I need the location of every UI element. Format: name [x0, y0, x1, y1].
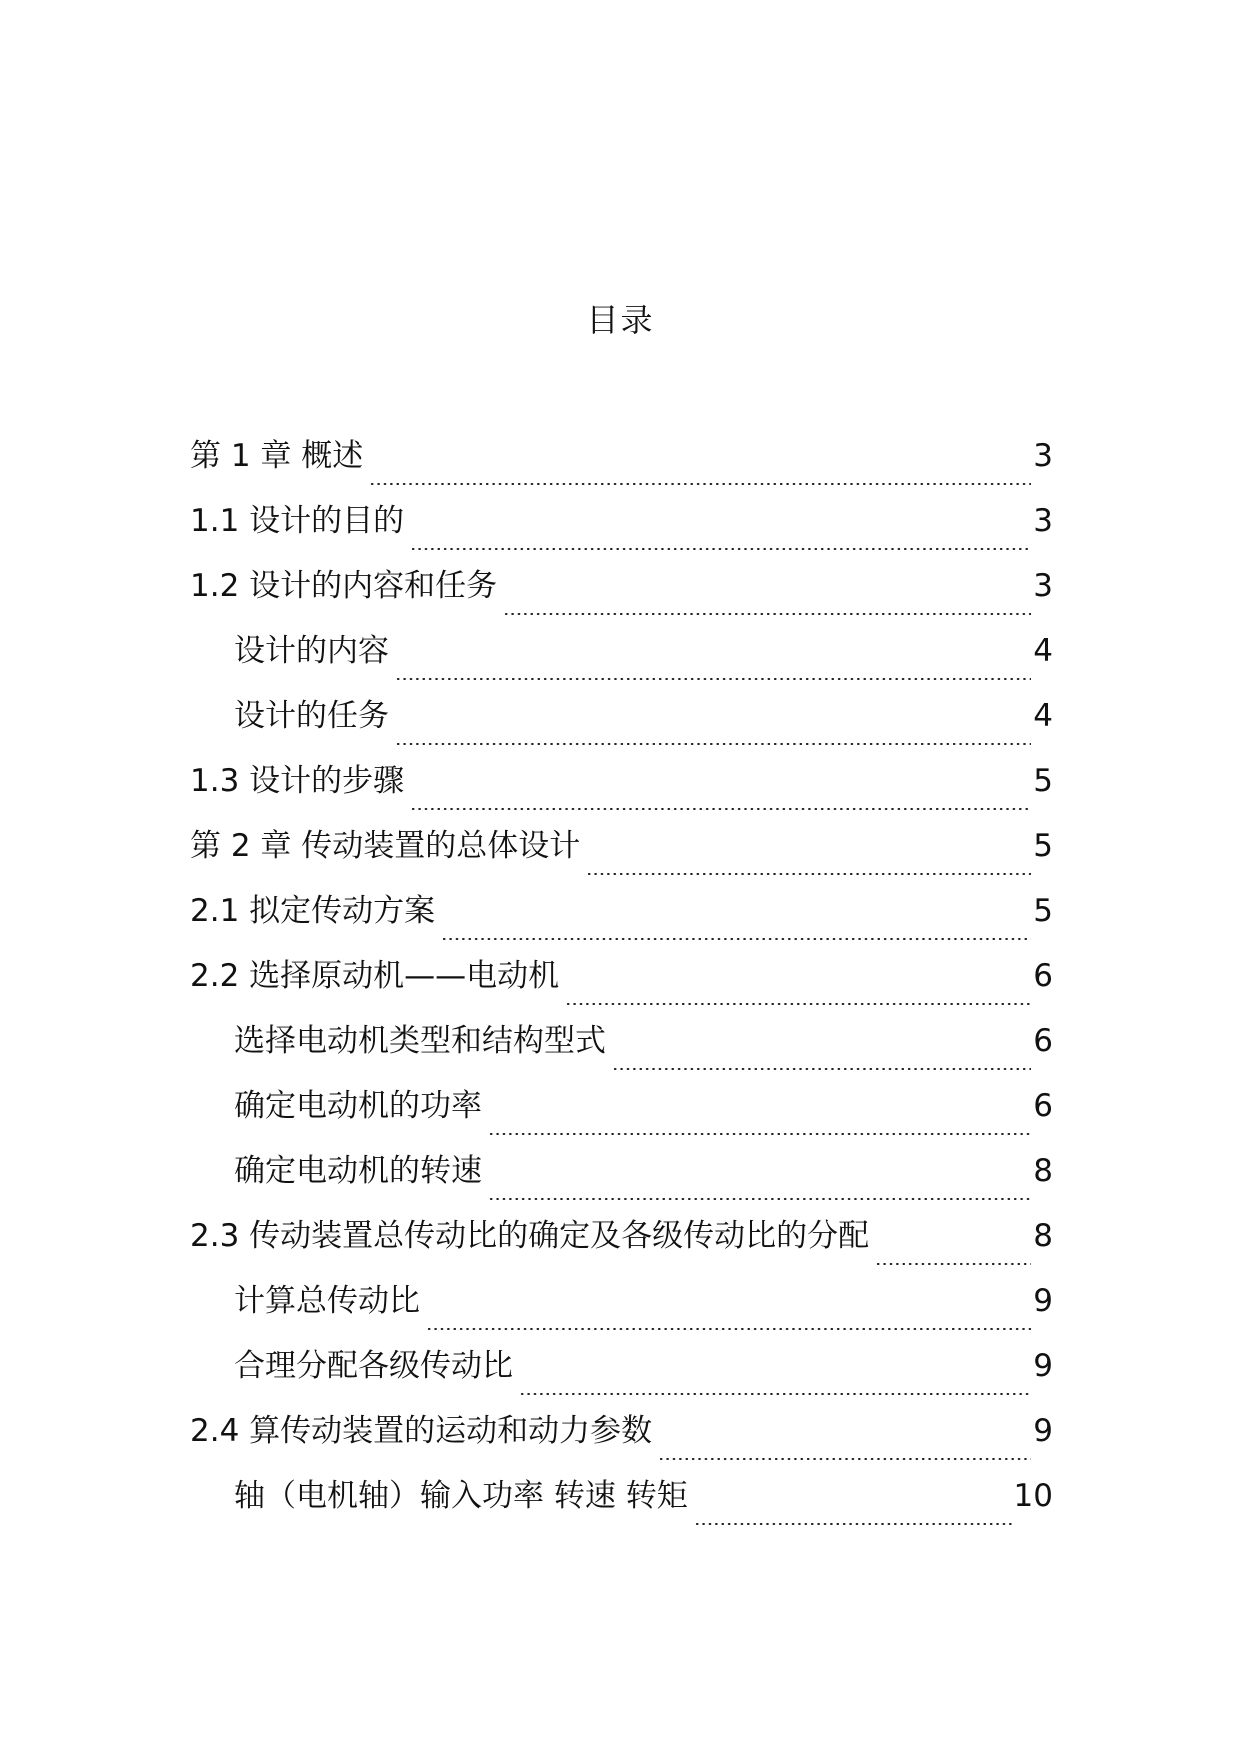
toc-entry-page-number: 8	[1033, 1153, 1053, 1189]
toc-entry-page-number: 9	[1033, 1283, 1053, 1319]
toc-entry[interactable]	[190, 1017, 1053, 1082]
dot-leader	[441, 938, 1031, 940]
toc-entry-label: 2.4 算传动装置的运动和动力参数	[190, 1413, 653, 1449]
toc-entry-label: 计算总传动比	[234, 1283, 420, 1319]
toc-entry-page-number: 10	[1013, 1478, 1053, 1514]
toc-entry-label: 1.3 设计的步骤	[190, 763, 405, 799]
toc-entry-page-number: 3	[1033, 438, 1053, 474]
dot-leader	[410, 548, 1031, 550]
toc-entry[interactable]	[190, 757, 1053, 822]
toc-entry[interactable]	[190, 822, 1053, 887]
toc-entry-label: 设计的内容	[234, 633, 389, 669]
toc-entry-page-number: 6	[1033, 1088, 1053, 1124]
toc-entry-label: 第 1 章 概述	[190, 438, 364, 474]
toc-entry-label: 轴（电机轴）输入功率 转速 转矩	[234, 1478, 688, 1514]
toc-entry-page-number: 3	[1033, 568, 1053, 604]
table-of-contents	[190, 432, 1053, 1537]
toc-entry[interactable]	[190, 1472, 1053, 1537]
toc-entry[interactable]	[190, 1407, 1053, 1472]
toc-entry-label: 选择电动机类型和结构型式	[234, 1023, 606, 1059]
toc-entry[interactable]	[190, 692, 1053, 757]
toc-entry[interactable]	[190, 432, 1053, 497]
dot-leader	[519, 1393, 1031, 1395]
dot-leader	[586, 873, 1031, 875]
dot-leader	[369, 483, 1031, 485]
toc-entry-page-number: 9	[1033, 1348, 1053, 1384]
toc-entry[interactable]	[190, 1277, 1053, 1342]
toc-entry-label: 2.2 选择原动机——电动机	[190, 958, 560, 994]
toc-entry-page-number: 6	[1033, 958, 1053, 994]
dot-leader	[694, 1523, 1012, 1525]
dot-leader	[488, 1133, 1031, 1135]
dot-leader	[875, 1263, 1031, 1265]
dot-leader	[395, 678, 1031, 680]
toc-entry-label: 确定电动机的转速	[234, 1153, 482, 1189]
toc-entry-label: 1.2 设计的内容和任务	[190, 568, 498, 604]
toc-entry[interactable]	[190, 1082, 1053, 1147]
dot-leader	[658, 1458, 1031, 1460]
toc-entry[interactable]	[190, 1212, 1053, 1277]
toc-entry-page-number: 3	[1033, 503, 1053, 539]
toc-entry[interactable]	[190, 497, 1053, 562]
dot-leader	[395, 743, 1031, 745]
toc-entry[interactable]	[190, 1147, 1053, 1212]
toc-entry[interactable]	[190, 952, 1053, 1017]
toc-entry-page-number: 5	[1033, 763, 1053, 799]
toc-entry[interactable]	[190, 1342, 1053, 1407]
toc-entry-label: 设计的任务	[234, 698, 389, 734]
dot-leader	[503, 613, 1031, 615]
toc-title: 目录	[586, 301, 655, 339]
toc-entry-label: 第 2 章 传动装置的总体设计	[190, 828, 581, 864]
toc-entry-page-number: 4	[1033, 633, 1053, 669]
toc-entry[interactable]	[190, 887, 1053, 952]
dot-leader	[426, 1328, 1031, 1330]
toc-entry-label: 确定电动机的功率	[234, 1088, 482, 1124]
toc-entry-page-number: 6	[1033, 1023, 1053, 1059]
dot-leader	[612, 1068, 1031, 1070]
toc-entry-page-number: 9	[1033, 1413, 1053, 1449]
toc-entry-label: 2.3 传动装置总传动比的确定及各级传动比的分配	[190, 1218, 870, 1254]
toc-entry-label: 合理分配各级传动比	[234, 1348, 513, 1384]
toc-entry-page-number: 5	[1033, 828, 1053, 864]
toc-entry[interactable]	[190, 562, 1053, 627]
dot-leader	[488, 1198, 1031, 1200]
toc-entry-page-number: 4	[1033, 698, 1053, 734]
toc-entry-page-number: 5	[1033, 893, 1053, 929]
toc-entry-page-number: 8	[1033, 1218, 1053, 1254]
toc-entry[interactable]	[190, 627, 1053, 692]
toc-entry-label: 2.1 拟定传动方案	[190, 893, 436, 929]
dot-leader	[410, 808, 1031, 810]
toc-entry-label: 1.1 设计的目的	[190, 503, 405, 539]
dot-leader	[565, 1003, 1031, 1005]
